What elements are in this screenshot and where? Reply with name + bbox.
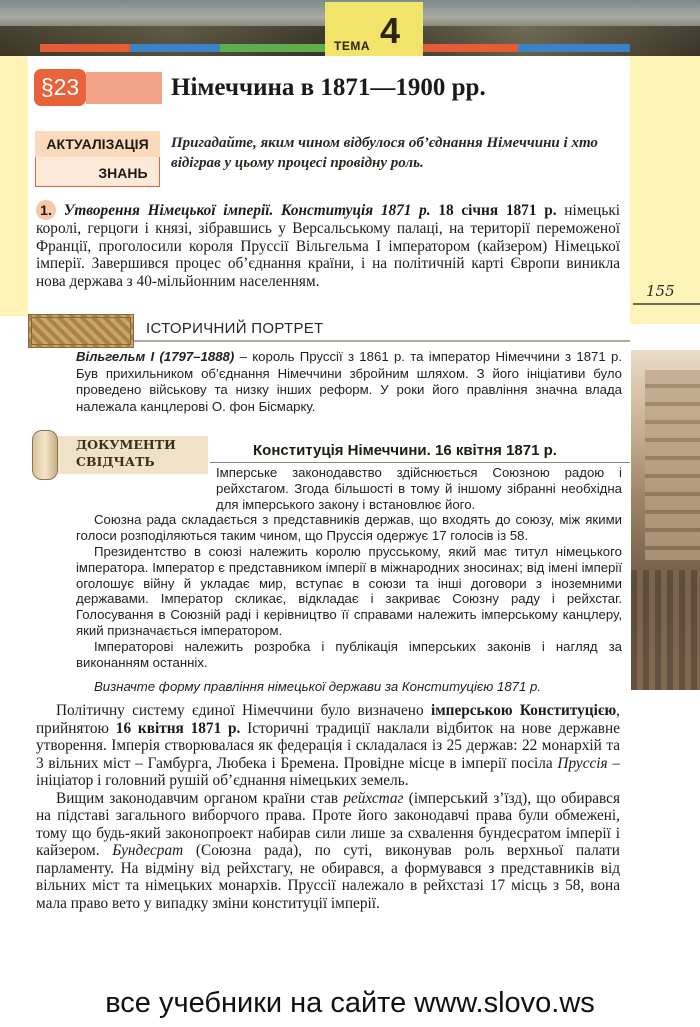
documents-label-line1: ДОКУМЕНТИ: [76, 437, 176, 452]
portrait-body: – король Пруссії з 1861 р. та імператор Німеччини з 1871 р. Був прихильником об’єднання Німеччини збройним шляхом. З його ініціативи було проведено військову та низку інших реформ. У роки його правління значна влада належала канцлерові О. фон Бісмарку.: [76, 349, 622, 414]
text-run: Політичну систему єдиної Німеччини було визначено: [56, 702, 431, 719]
color-stripe: [423, 44, 518, 52]
text-run: – ініціатор і головний рушій об’єднання німецьких земель.: [36, 754, 620, 789]
building-image: [645, 370, 700, 560]
knowledge-label: ЗНАНЬ: [98, 165, 148, 181]
color-stripe: [40, 44, 130, 52]
crowd-image: [631, 570, 700, 690]
section-text: німецькі королі, герцоги і князі, зібравшись у Версальському палаці, на території переможеної Франції, проголосили короля Пруссії Вільгельма I імператором (кайзером) Німецької імперії. Завершився процес об’єднання країни, і на політичній карті Європи виникла нова держава з 40-мільйонним населенням.: [36, 202, 621, 290]
body-paragraph: [36, 790, 620, 913]
section-heading: Утворення Німецької імперії. Конституція 1871 р.: [63, 202, 431, 219]
color-stripe: [518, 44, 630, 52]
theme-label: ТЕМА: [334, 39, 370, 53]
portrait-heading: ІСТОРИЧНИЙ ПОРТРЕТ: [146, 320, 324, 337]
paragraph-badge: §23: [34, 69, 86, 106]
text-run: (Союзна рада), по суті, виконував роль верхньої палати парламенту. На відміну від рейхстагу, не обирався, а формувався з представників від вільних міст та німецьких монархів. Пруссії належало в рейхстазі 17 місць з 58, вона мала право вето у випадку зміни конституції імперії.: [36, 842, 620, 912]
term-constitution: імперською Конституцією: [430, 702, 617, 719]
paragraph-badge-extension: [86, 72, 162, 104]
document-question: Визначте форму правління німецької держави за Конституцією 1871 р.: [94, 679, 541, 694]
text-run: Вищим законодавчим органом країни став: [56, 789, 344, 807]
color-stripe: [220, 44, 325, 52]
theme-number: 4: [380, 10, 401, 51]
actualization-label: АКТУАЛІЗАЦІЯ: [35, 131, 160, 157]
document-paragraph: Президентство в союзі належить королю прусському, який має титул німецького імператора. Імператор є представником імперії в міжнародних зносинах; від імені імперії оголошує війну й укладає мир, вступає в союзи та інші договори з іноземними державами. Імператор скликає, відкладає і закриває Союзну раду і рейхстаг. Голосування в Союзній раді і керівництво її справами належить імперському канцлеру, який призначається імператором.: [76, 543, 622, 638]
portrait-text: [76, 349, 622, 415]
document-paragraph: Союзна рада складається з представників держав, що входять до союзу, між якими голоси розподіляються таким чином, що Пруссія одержує 17 голосів із 58.: [76, 512, 622, 544]
page-title: Німеччина в 1871—1900 рр.: [171, 74, 486, 101]
portrait-divider: [134, 340, 630, 342]
term-prussia: Пруссія: [557, 754, 608, 772]
scroll-icon: [32, 430, 58, 480]
section-2: [36, 702, 620, 912]
street-photo: [631, 350, 700, 690]
document-divider: [210, 462, 630, 463]
document-paragraph: Імператорові належить розробка і публікація імперських законів і нагляд за виконанням останніх.: [76, 638, 622, 670]
section-date: 18 січня 1871 р.: [438, 202, 557, 219]
page-number-rule: [633, 303, 700, 305]
term-date: 16 квітня 1871 р.: [115, 719, 241, 737]
color-stripe: [130, 44, 220, 52]
portrait-frame-icon: [28, 314, 134, 348]
document-heading: Конституція Німеччини. 16 квітня 1871 р.: [253, 442, 557, 459]
section-number: 1.: [36, 200, 56, 220]
text-run: Історичні традиції наклали відбиток на нове державне утворення. Імперія створювалася як федерація і складалася із 25 держав: 22 монархій та 3 вільних міст – Гамбурга, Любека і Бремена. Провідне місце в імперії посіла: [36, 719, 620, 772]
term-reichstag: рейхстаг: [343, 789, 404, 807]
portrait-name: Вільгельм I (1797–1888): [76, 349, 235, 364]
section-1: [36, 200, 620, 290]
page-number: 155: [646, 282, 675, 300]
document-paragraph: Імперське законодавство здійснюється Союзною радою і рейхстагом. Згода більшості в тому й іншому зібранні необхідна для імперського закону і встановлює його.: [216, 465, 622, 512]
term-bundesrat: Бундесрат: [112, 842, 184, 859]
actualization-question: Пригадайте, яким чином відбулося об’єднання Німеччини і хто відіграв у цьому процесі провідну роль.: [171, 135, 598, 171]
text-run: , прийнятою: [36, 702, 620, 737]
text-run: (імперський з’їзд), що обирався на підставі загального виборчого права. Проте його законодавчі права були обмежені, тому що будь-який законопроект набирав сили лише за схвалення бундесратом імперії і кайзером.: [36, 789, 620, 859]
documents-label-line2: СВІДЧАТЬ: [76, 454, 155, 469]
left-margin-strip: [0, 56, 28, 316]
document-text: [76, 465, 622, 670]
site-footer: все учебники на сайте www.slovo.ws: [0, 980, 700, 1027]
body-paragraph: [36, 702, 620, 790]
